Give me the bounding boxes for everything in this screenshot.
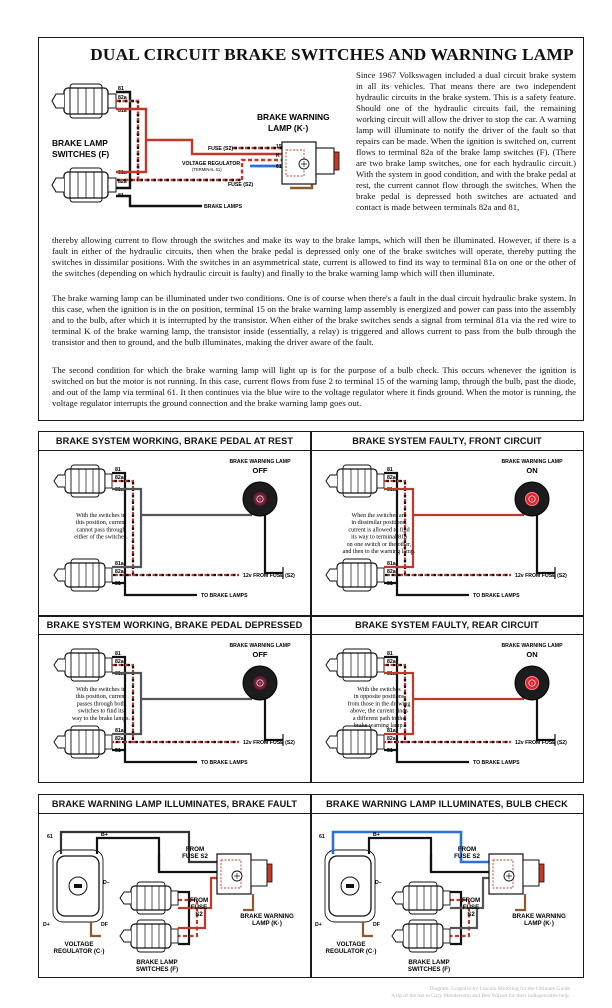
lamp-state: ON (526, 466, 538, 475)
terminal-81-upper: 81 (115, 651, 121, 657)
from-fuse2-label-1: FROM (461, 897, 481, 904)
terminal-82a-lower: 82a (115, 569, 124, 575)
lamp-label-2: LAMP (K·) (524, 920, 554, 927)
from-fuse2-label-2: FUSE (462, 904, 480, 911)
terminal-bplus-label: B+ (101, 832, 108, 838)
terminal-82a-upper: 82a (118, 95, 127, 101)
brake-switch-lower (54, 726, 112, 758)
brake-switch-upper (52, 84, 116, 118)
intro-paragraph-bottom: thereby allowing current to flow through the switches and make its way to the brake lamps, which will then be illuminated. However, if there is a fault in either of the hydraulic circuits, then when the brake pedal is depressed only one of the brake switches will operate, thereby putting the switches in dissimilar positions. With the switches in an asymmetrical state, current is allowed to find its way to terminal 81a on one or the other of the switches (depending on which hydraulic circuit is faulty) and finally to the brake warning lamp which will then illuminate. (52, 235, 576, 278)
terminal-k-label: K (276, 153, 280, 159)
panel-note-line: from those in the drawing (347, 701, 411, 708)
panel-bulb-check-illuminates (311, 795, 583, 977)
fuse-label: 12v FROM FUSE (S2) (243, 740, 295, 746)
panel-note-line: a different path to the (352, 715, 406, 722)
terminal-81a-lower: 81a (115, 561, 124, 567)
panel-note-line: current is allowed to find (348, 527, 410, 534)
terminal-81-lower: 81 (387, 581, 393, 587)
brake-switch-lower (52, 168, 116, 202)
lamp-label-2: LAMP (K·) (252, 920, 282, 927)
intro-paragraph-top: Since 1967 Volkswagen included a dual circuit brake system in all its vehicles. That means there are two independent hydraulic circuits in the brake system. This is a safety feature. Should one of the hydraulic circuits fail, the remaining working circuit will allow the driver to stop the car. A warning lamp will illuminate to notify the driver of the fault so that repairs can be made. When the ignition is switched on, current flows to terminal 82a of the brake lamp switches (F). (There are two brake lamp switches, one for each hydraulic circuit.) With the system in good condition, and with the brake pedal at rest, the current cannot flow through the switches. When the brake pedal is depressed both switches are actuated and contact is made between terminals 82a and 81, (356, 70, 576, 212)
lamp-label-1: BRAKE WARNING (240, 913, 294, 920)
warning-lamp-module (282, 142, 339, 184)
brake-switch-upper (120, 882, 178, 914)
terminal-82a-upper: 82a (387, 659, 396, 665)
from-fuse2-label-3: S2 (195, 911, 203, 918)
brake-switch-upper (392, 882, 450, 914)
paragraph-lamp-conditions: The brake warning lamp can be illuminated under two conditions. One is of course when there's a fault in the dual circuit hydraulic brake system. In this case, when the ignition is in the on position, terminal 15 on the brake warning lamp assembly is energized and power can pass into the assembly and to the bulb, after which it is interrupted by the transistor. When either of the brake switches sends a signal from terminal 81a via the red wire to terminal K of the brake warning lamp, the transistor inside (essentially, a relay) is triggered and allows current to pass from the bulb through the transistor and then to ground, and the bulb illuminates, making the driver aware of the fault. (52, 293, 576, 347)
switches-label-2: SWITCHES (F) (407, 966, 451, 973)
fuse-label: 12v FROM FUSE (S2) (243, 573, 295, 579)
panel-note-line: above, the current finds (350, 708, 408, 715)
brake-switch-upper (326, 465, 384, 497)
lamp-state: OFF (252, 466, 268, 475)
fuse-label: 12v FROM FUSE (S2) (515, 740, 567, 746)
credit-note (330, 986, 570, 1000)
brake-switch-upper (54, 465, 112, 497)
brake-lamps-label: TO BRAKE LAMPS (473, 593, 520, 599)
from-fuse-label-2: FUSE S2 (454, 853, 480, 860)
warning-lamp-symbol-icon: ! (531, 496, 533, 502)
terminal-81a-upper: 81a (115, 487, 124, 493)
fuse-s2-label-1: FUSE (S2) (208, 146, 234, 152)
lamp-title: BRAKE WARNING LAMP (501, 459, 563, 465)
terminal-81a-upper: 81a (115, 671, 124, 677)
lamp-title: BRAKE WARNING LAMP (229, 643, 291, 649)
brake-switch-lower (54, 559, 112, 591)
top-wiring-diagram (42, 68, 352, 218)
terminal-82a-lower: 82a (115, 736, 124, 742)
terminal-df-label: DF (101, 922, 108, 928)
terminal-81-lower: 81 (118, 193, 124, 199)
brake-lamps-label: TO BRAKE LAMPS (473, 760, 520, 766)
terminal-81a-lower: 81a (118, 170, 127, 176)
terminal-81-upper: 81 (387, 467, 393, 473)
terminal-82a-lower: 82a (118, 179, 127, 185)
panel-note-line: When the switches are (351, 513, 407, 519)
terminal-82a-upper: 82a (115, 659, 124, 665)
credit-line-2: A tip of the hat to Gary Mendelsohn and Ben Wilson for their indispensable help. (391, 993, 570, 999)
panel-note-line: cannot pass through (76, 527, 126, 534)
terminal-bplus-label: B+ (373, 832, 380, 838)
paragraph-bulb-check: The second condition for which the brake warning lamp will light up is for the purpose of a bulb check. This occurs whenever the ignition is switched on but the motor is not running. In this case, current flows from fuse 2 to terminal 15 of the warning lamp, through the bulb, past the diode, and out of the lamp via terminal 61. It then continues via the blue wire to the voltage regulator where it finds ground. When the motor is running, the voltage regulator interrupts the ground connection and the brake warning lamp goes out. (52, 365, 576, 408)
fuse-label: 12v FROM FUSE (S2) (515, 573, 567, 579)
lamp-label-1: BRAKE WARNING (512, 913, 566, 920)
terminal-61-pin-label: 61 (276, 164, 282, 170)
fuse-s2-label-2: FUSE (S2) (228, 182, 254, 188)
panel-title: BRAKE SYSTEM WORKING, BRAKE PEDAL DEPRESSED (39, 616, 310, 635)
terminal-81-lower: 81 (387, 748, 393, 754)
switches-label-2: SWITCHES (F) (135, 966, 179, 973)
terminal-81a-lower: 81a (387, 561, 396, 567)
panel-rear-circuit-fault (311, 616, 583, 782)
panel-note-line: this position, current (75, 694, 127, 701)
brake-switch-upper (54, 649, 112, 681)
regulator-label-2: REGULATOR (C·) (325, 948, 377, 955)
terminal-81-lower: 81 (115, 581, 121, 587)
panel-wiring-diagram (39, 635, 310, 782)
from-fuse2-label-1: FROM (189, 897, 209, 904)
panel-pedal-at-rest (39, 432, 310, 615)
panel-note-line: With the switches (357, 687, 401, 693)
terminal-81a-lower: 81a (115, 728, 124, 734)
panel-note-line: on one switch or the other, (346, 541, 412, 548)
terminal-dplus-label: D+ (315, 922, 322, 928)
panel-title: BRAKE WARNING LAMP ILLUMINATES, BULB CHECK (311, 795, 583, 814)
terminal-81a-lower: 81a (387, 728, 396, 734)
lamp-title: BRAKE WARNING LAMP (501, 643, 563, 649)
warning-lamp-symbol-icon: ! (259, 496, 261, 502)
terminal-82a-lower: 82a (387, 569, 396, 575)
lamp-state: OFF (252, 650, 268, 659)
panel-note-line: in dissimilar positions, (351, 520, 407, 527)
brake-lamps-label: BRAKE LAMPS (204, 204, 243, 210)
voltage-regulator-label: VOLTAGE REGULATOR (182, 161, 241, 167)
brake-switch-lower (392, 920, 450, 952)
warning-lamp-title-2: LAMP (K·) (268, 123, 309, 133)
credit-line-1: Diagram. Graphics by Lincoln Motoring for the Ultimate Guide (429, 986, 570, 992)
panel-note-line: this position, current (75, 520, 127, 527)
switches-title-2: SWITCHES (F) (52, 149, 110, 159)
brake-switch-upper (326, 649, 384, 681)
from-fuse2-label-3: S2 (467, 911, 475, 918)
panel-note-line: way to the brake lamps. (71, 715, 131, 722)
terminal-81a-upper: 81a (387, 671, 396, 677)
panel-note-line: switches to find its (78, 708, 124, 715)
switches-label-1: BRAKE LAMP (136, 959, 178, 966)
panel-note-line: either of the switches. (74, 534, 128, 541)
terminal-81-lower: 81 (115, 748, 121, 754)
terminal-82a-upper: 82a (387, 475, 396, 481)
regulator-label-1: VOLTAGE (64, 941, 94, 948)
regulator-label-1: VOLTAGE (336, 941, 366, 948)
warning-lamp-module (217, 854, 272, 894)
terminal-81-upper: 81 (387, 651, 393, 657)
panel-wiring-diagram (311, 814, 582, 977)
terminal-61-label: 61 (47, 834, 53, 840)
panel-wiring-diagram (39, 451, 310, 615)
terminal-df-label: DF (373, 922, 380, 928)
voltage-regulator (53, 850, 103, 922)
from-fuse-label-1: FROM (457, 846, 477, 853)
panel-note-line: With the switches in (76, 513, 126, 519)
panel-title: BRAKE SYSTEM WORKING, BRAKE PEDAL AT REST (39, 432, 310, 451)
panel-note-line: and then to the warning lamp. (342, 549, 416, 555)
brake-switch-lower (326, 559, 384, 591)
terminal-dminus-label: D− (103, 880, 110, 886)
terminal-15-label: 15 (276, 144, 282, 150)
switches-label-1: BRAKE LAMP (408, 959, 450, 966)
panel-wiring-diagram (311, 451, 582, 615)
terminal-82a-upper: 82a (115, 475, 124, 481)
warning-lamp-symbol-icon: ! (259, 680, 261, 686)
terminal-82a-lower: 82a (387, 736, 396, 742)
panel-wiring-diagram (39, 814, 310, 977)
brake-lamps-label: TO BRAKE LAMPS (201, 593, 248, 599)
regulator-label-2: REGULATOR (C·) (53, 948, 105, 955)
warning-lamp-title-1: BRAKE WARNING (257, 112, 330, 122)
from-fuse2-label-2: FUSE (190, 904, 208, 911)
terminal-81a-upper: 81a (118, 108, 127, 114)
panel-note-line: passes through both (76, 701, 126, 708)
panel-wiring-diagram (311, 635, 582, 782)
panel-title: BRAKE WARNING LAMP ILLUMINATES, BRAKE FAULT (39, 795, 310, 814)
panel-note-line: brake warning lamp. (353, 723, 405, 729)
panel-front-circuit-fault (311, 432, 583, 615)
terminal-81-upper: 81 (118, 86, 124, 92)
terminal-81-upper: 81 (115, 467, 121, 473)
panel-note-line: With the switches in (76, 687, 126, 693)
terminal-61-label: (TERMINAL 61) (192, 167, 222, 172)
panel-note-line: in opposite positions (353, 694, 405, 701)
brake-switch-lower (120, 920, 178, 952)
page-title: DUAL CIRCUIT BRAKE SWITCHES AND WARNING LAMP (90, 45, 574, 64)
terminal-61-label: 61 (319, 834, 325, 840)
brake-lamps-label: TO BRAKE LAMPS (201, 760, 248, 766)
terminal-dplus-label: D+ (43, 922, 50, 928)
lamp-state: ON (526, 650, 538, 659)
panel-title: BRAKE SYSTEM FAULTY, FRONT CIRCUIT (311, 432, 583, 451)
panel-note-line: its way to terminal 81a (351, 534, 407, 541)
switches-title-1: BRAKE LAMP (52, 138, 108, 148)
terminal-dminus-label: D− (375, 880, 382, 886)
panel-pedal-depressed (39, 616, 310, 782)
warning-lamp-module (489, 854, 544, 894)
warning-lamp-symbol-icon: ! (531, 680, 533, 686)
panel-title: BRAKE SYSTEM FAULTY, REAR CIRCUIT (311, 616, 583, 635)
from-fuse-label-2: FUSE S2 (182, 853, 208, 860)
voltage-regulator (325, 850, 375, 922)
panel-brake-fault-illuminates (39, 795, 310, 977)
terminal-81a-upper: 81a (387, 487, 396, 493)
lamp-title: BRAKE WARNING LAMP (229, 459, 291, 465)
from-fuse-label-1: FROM (185, 846, 205, 853)
brake-switch-lower (326, 726, 384, 758)
